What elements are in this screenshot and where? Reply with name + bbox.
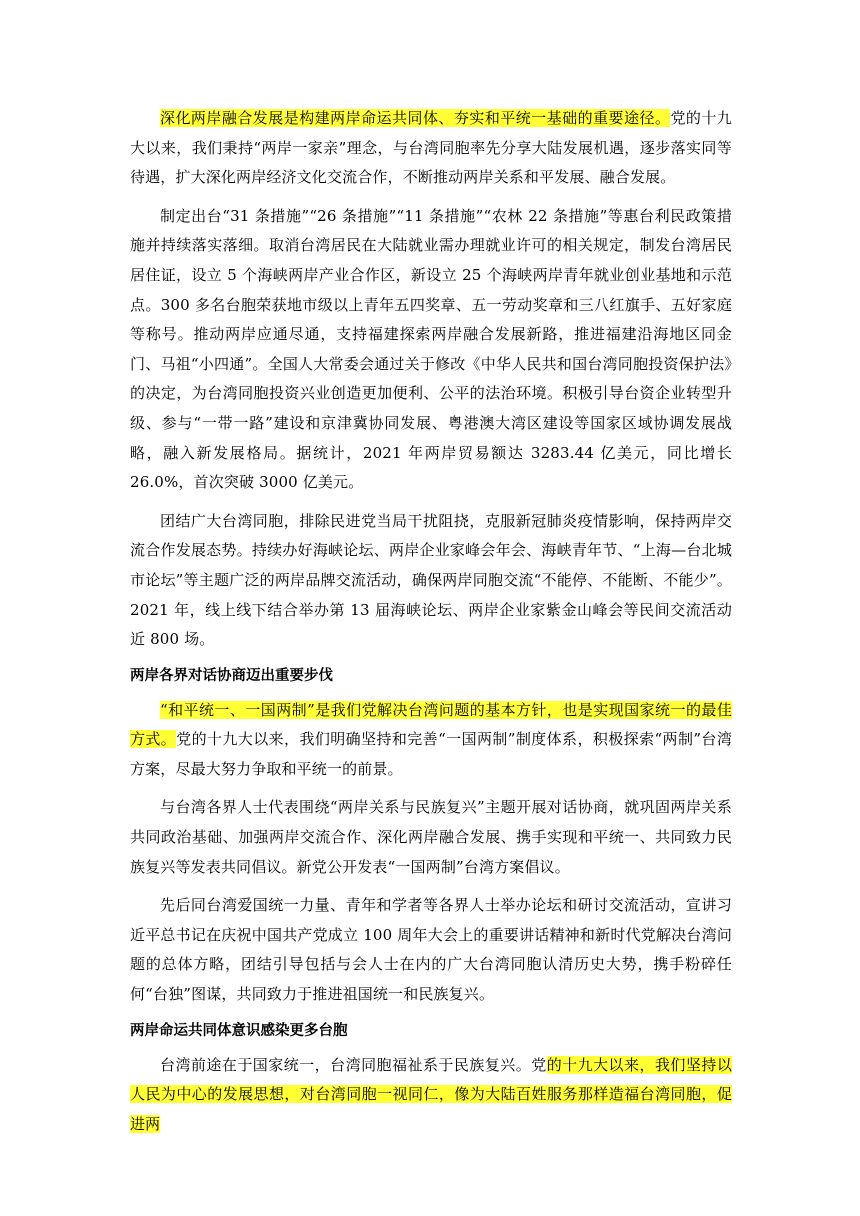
paragraph-one-country-two-systems [130, 696, 732, 785]
paragraph-text: 党的十九大以来，我们秉持“两岸一家亲”理念，与台湾同胞率先分享大陆发展机遇，逐步落实同等待遇，扩大深化两岸经济文化交流合作，不断推动两岸关系和平发展、融合发展。 [130, 109, 732, 187]
highlighted-sentence: 的十九大以来，我们坚持以人民为中心的发展思想，对台湾同胞一视同仁，像为大陆百姓服务那样造福台湾同胞，促进两 [130, 1055, 732, 1133]
paragraph-dialogue-consultation: 与台湾各界人士代表围绕“两岸关系与民族复兴”主题开展对话协商，就巩固两岸关系共同政治基础、加强两岸交流合作、深化两岸融合发展、携手实现和平统一、共同致力民族复兴等发表共同倡议。新党公开发表“一国两制”台湾方案倡议。 [130, 798, 732, 876]
paragraph-community-awareness [130, 1051, 732, 1140]
paragraph-policy-measures: 制定出台“31 条措施”“26 条措施”“11 条措施”“农林 22 条措施”等惠台利民政策措施并持续落实落细。取消台湾居民在大陆就业需办理就业许可的相关规定，制发台湾居民居住证，设立 5 个海峡两岸产业合作区，新设立 25 个海峡两岸青年就业创业基地和示范点。300 多名台胞荣获地市级以上青年五四奖章、五一劳动奖章和三八红旗手、五好家庭等称号。推动两岸应通尽通，支持福建探索两岸融合发展新路，推进福建沿海地区同金门、马祖“小四通”。全国人大常委会通过关于修改《中华人民共和国台湾同胞投资保护法》的决定，为台湾同胞投资兴业创造更加便利、公平的法治环境。积极引导台资企业转型升级、参与“一带一路”建设和京津冀协同发展、粤港澳大湾区建设等国家区域协调发展战略，融入新发展格局。据统计，2021 年两岸贸易额达 3283.44 亿美元，同比增长 26.0%，首次突破 3000 亿美元。 [130, 206, 732, 492]
section-heading-community: 两岸命运共同体意识感染更多台胞 [130, 1022, 348, 1039]
paragraph-integration-intro [130, 104, 732, 193]
section-heading-dialogue: 两岸各界对话协商迈出重要步伐 [130, 667, 333, 684]
highlighted-sentence: 深化两岸融合发展是构建两岸命运共同体、夯实和平统一基础的重要途径。 [160, 109, 671, 127]
paragraph-text: 台湾前途在于国家统一，台湾同胞福祉系于民族复兴。党 [160, 1055, 547, 1074]
paragraph-forums: 先后同台湾爱国统一力量、青年和学者等各界人士举办论坛和研讨交流活动，宣讲习近平总书记在庆祝中国共产党成立 100 周年大会上的重要讲话精神和新时代党解决台湾问题的总体方略，团结引导包括与会人士在内的广大台湾同胞认清历史大势，携手粉碎任何“台独”图谋，共同致力于推进祖国统一和民族复兴。 [130, 896, 732, 1004]
paragraph-exchange-activities: 团结广大台湾同胞，排除民进党当局干扰阻挠，克服新冠肺炎疫情影响，保持两岸交流合作发展态势。持续办好海峡论坛、两岸企业家峰会年会、海峡青年节、“上海—台北城市论坛”等主题广泛的两岸品牌交流活动，确保两岸同胞交流“不能停、不能断、不能少”。2021 年，线上线下结合举办第 13 届海峡论坛、两岸企业家紫金山峰会等民间交流活动近 800 场。 [130, 511, 732, 649]
highlighted-sentence: “和平统一、一国两制”是我们党解决台湾问题的基本方针，也是实现国家统一的最佳方式。 [130, 700, 732, 749]
paragraph-text: 党的十九大以来，我们明确坚持和完善“一国两制”制度体系，积极探索“两制”台湾方案，尽最大努力争取和平统一的前景。 [130, 730, 732, 778]
